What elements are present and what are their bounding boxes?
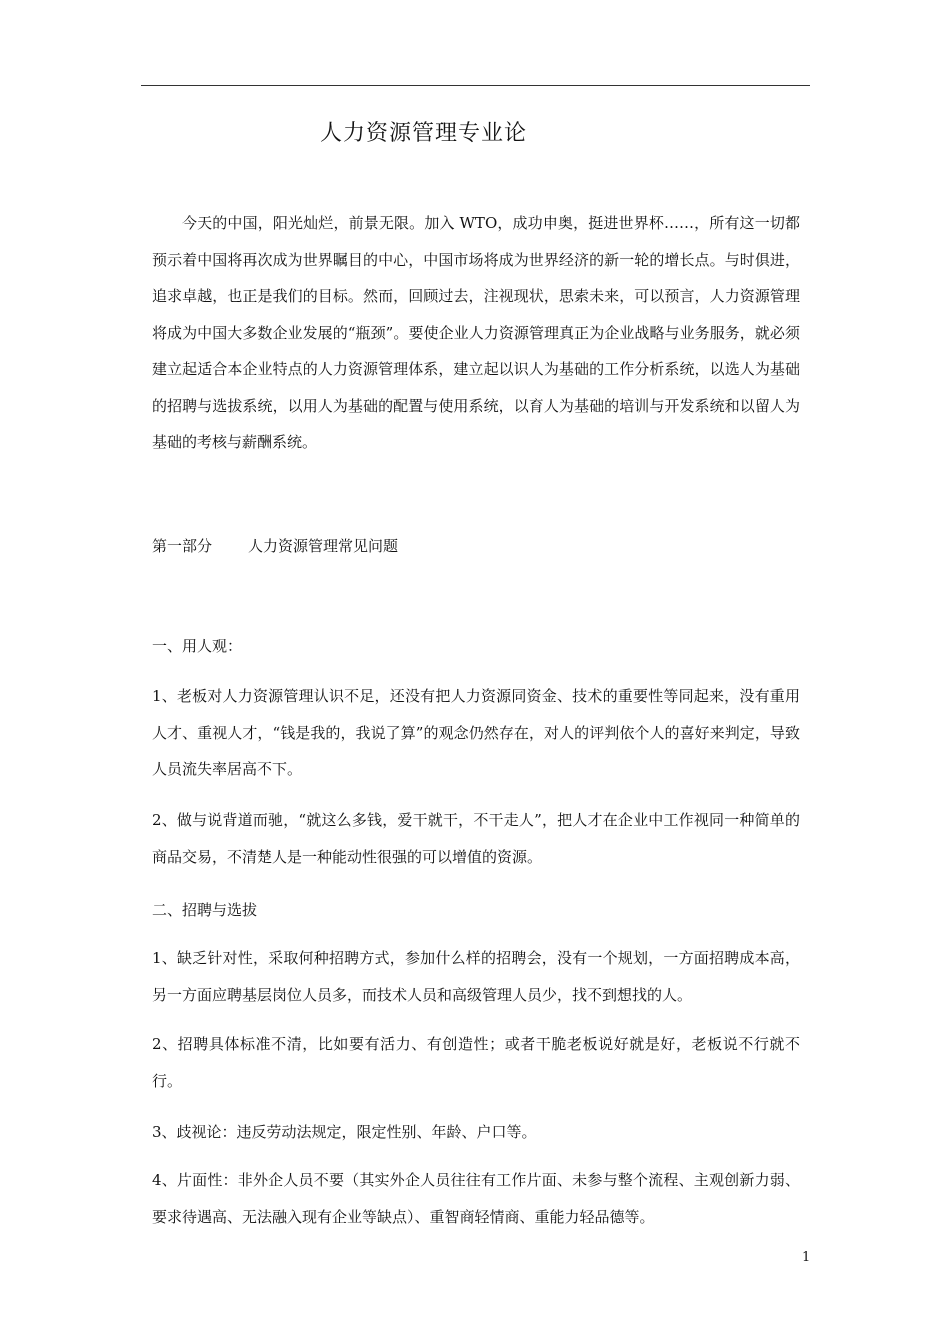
header-rule — [141, 85, 810, 86]
list-item: 4、片面性：非外企人员不要（其实外企人员往往有工作片面、未参与整个流程、主观创新力弱、要求待遇高、无法融入现有企业等缺点）、重智商轻情商、重能力轻品德等。 — [152, 1171, 800, 1226]
list-item: 1、老板对人力资源管理认识不足，还没有把人力资源同资金、技术的重要性等同起来，没有重用人才、重视人才，“钱是我的，我说了算”的观念仍然存在，对人的评判依个人的喜好来判定，导致人员流失率居高不下。 — [152, 687, 800, 778]
document-title: 人力资源管理专业论 — [320, 121, 528, 146]
part-heading — [152, 535, 398, 556]
list-item: 1、缺乏针对性，采取何种招聘方式，参加什么样的招聘会，没有一个规划，一方面招聘成本高，另一方面应聘基层岗位人员多，而技术人员和高级管理人员少，找不到想找的人。 — [152, 949, 800, 1004]
page-number: 1 — [802, 1250, 811, 1265]
list-item: 2、招聘具体标准不清，比如要有活力、有创造性；或者干脆老板说好就是好，老板说不行就不行。 — [152, 1035, 800, 1090]
list-item: 3、歧视论：违反劳动法规定，限定性别、年龄、户口等。 — [152, 1123, 537, 1141]
part-label: 第一部分 — [152, 537, 213, 555]
intro-paragraph: 今天的中国，阳光灿烂，前景无限。加入 WTO，成功申奥，挺进世界杯……，所有这一切都预示着中国将再次成为世界瞩目的中心，中国市场将成为世界经济的新一轮的增长点。与时俱进，追求卓越，也正是我们的目标。然而，回顾过去，注视现状，思索未来，可以预言，人力资源管理将成为中国大多数企业发展的“瓶颈”。要使企业人力资源管理真正为企业战略与业务服务，就必须建立起适合本企业特点的人力资源管理体系，建立起以识人为基础的工作分析系统，以选人为基础的招聘与选拔系统，以用人为基础的配置与使用系统，以育人为基础的培训与开发系统和以留人为基础的考核与薪酬系统。 — [152, 214, 800, 451]
section-heading-employment-view: 一、用人观： — [152, 637, 243, 655]
list-item: 2、做与说背道而驰，“就这么多钱，爱干就干，不干走人”，把人才在企业中工作视同一种简单的商品交易，不清楚人是一种能动性很强的可以增值的资源。 — [152, 811, 800, 866]
section-heading-recruitment: 二、招聘与选拔 — [152, 901, 258, 919]
part-title: 人力资源管理常见问题 — [248, 537, 399, 555]
